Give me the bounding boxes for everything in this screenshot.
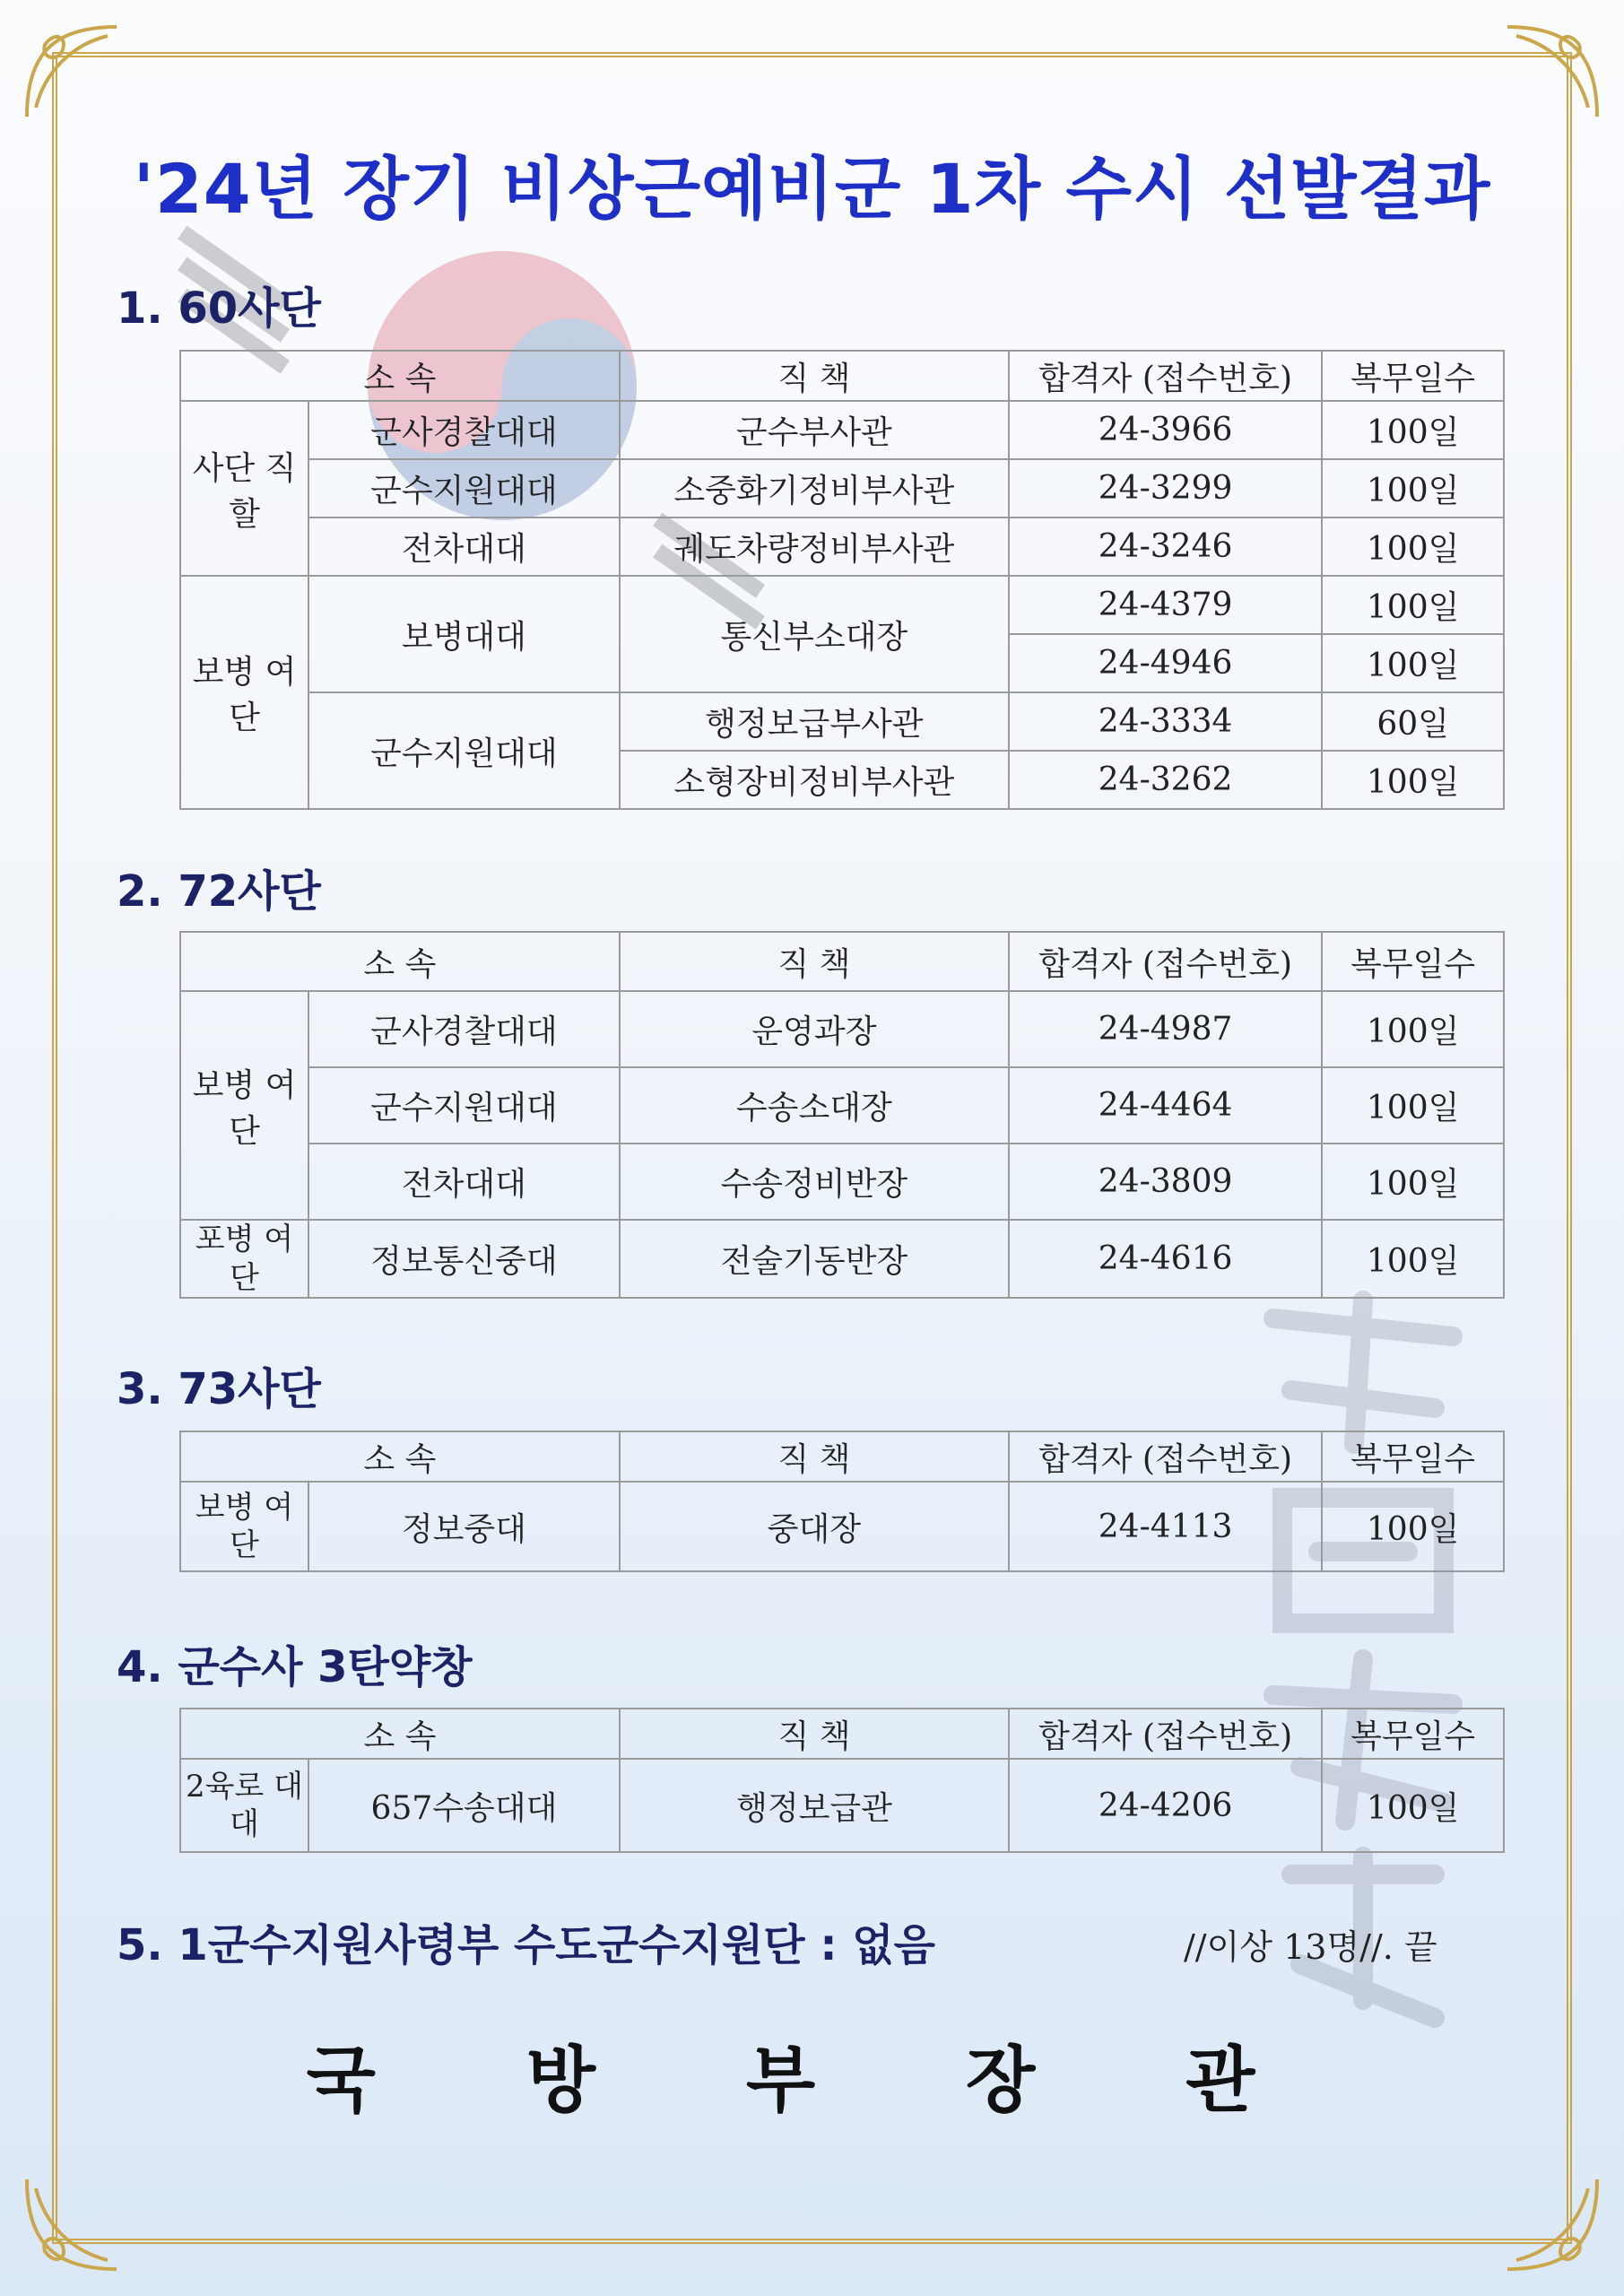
role-cell: 행정보급부사관 [620, 692, 1009, 751]
role-cell: 수송정비반장 [620, 1144, 1009, 1220]
applicant-cell: 24-3334 [1009, 692, 1322, 751]
applicant-cell: 24-4987 [1009, 991, 1322, 1067]
table-row [180, 1482, 1504, 1571]
closing-note: //이상 13명//. 끝 [1184, 1927, 1437, 1967]
table-row [180, 459, 1504, 517]
applicant-cell: 24-3299 [1009, 459, 1322, 517]
header-role: 직 책 [620, 1431, 1009, 1482]
applicant-cell: 24-3246 [1009, 517, 1322, 576]
calligraphy-watermark-icon [1220, 1283, 1507, 2090]
section-heading: 4. 군수사 3탄약창 [117, 1642, 473, 1692]
header-days: 복무일수 [1322, 932, 1504, 991]
unit-cell: 보병 여단 [180, 1482, 308, 1571]
header-unit: 소 속 [180, 1431, 620, 1482]
applicant-cell: 24-4113 [1009, 1482, 1322, 1571]
days-cell: 100일 [1322, 459, 1504, 517]
days-cell: 100일 [1322, 1482, 1504, 1571]
unit-cell: 포병 여단 [180, 1220, 308, 1298]
days-cell: 60일 [1322, 692, 1504, 751]
ornament-corner-icon [1498, 2170, 1606, 2278]
header-applicant: 합격자 (접수번호) [1009, 1709, 1322, 1759]
sub-unit-cell: 정보통신중대 [308, 1220, 620, 1298]
section-heading: 3. 73사단 [117, 1364, 321, 1414]
days-cell: 100일 [1322, 634, 1504, 692]
sub-unit-cell: 군수지원대대 [308, 1067, 620, 1144]
table-row [180, 1144, 1504, 1220]
header-role: 직 책 [620, 351, 1009, 401]
applicant-cell: 24-4946 [1009, 634, 1322, 692]
header-role: 직 책 [620, 932, 1009, 991]
sub-unit-cell: 전차대대 [308, 1144, 620, 1220]
role-cell: 전술기동반장 [620, 1220, 1009, 1298]
sub-unit-cell: 군사경찰대대 [308, 991, 620, 1067]
days-cell: 100일 [1322, 751, 1504, 809]
results-table-60div [179, 350, 1505, 810]
days-cell: 100일 [1322, 991, 1504, 1067]
table-row [180, 517, 1504, 576]
days-cell: 100일 [1322, 1220, 1504, 1298]
sub-unit-cell: 군수지원대대 [308, 692, 620, 809]
header-unit: 소 속 [180, 351, 620, 401]
table-row [180, 692, 1504, 751]
days-cell: 100일 [1322, 517, 1504, 576]
unit-cell: 사단 직할 [180, 401, 308, 576]
results-table-73div [179, 1431, 1505, 1572]
section-heading: 2. 72사단 [117, 866, 321, 917]
applicant-cell: 24-4616 [1009, 1220, 1322, 1298]
role-cell: 소형장비정비부사관 [620, 751, 1009, 809]
role-cell: 군수부사관 [620, 401, 1009, 459]
ornament-corner-icon [18, 18, 126, 126]
table-row [180, 1220, 1504, 1298]
header-unit: 소 속 [180, 1709, 620, 1759]
role-cell: 행정보급관 [620, 1759, 1009, 1852]
table-row [180, 576, 1504, 634]
header-applicant: 합격자 (접수번호) [1009, 1431, 1322, 1482]
signature: 국 방 부 장 관 [306, 2039, 1318, 2122]
page-title: '24년 장기 비상근예비군 1차 수시 선발결과 [133, 149, 1491, 229]
header-role: 직 책 [620, 1709, 1009, 1759]
applicant-cell: 24-3262 [1009, 751, 1322, 809]
header-days: 복무일수 [1322, 1709, 1504, 1759]
unit-cell: 2육로 대대 [180, 1759, 308, 1852]
sub-unit-cell: 정보중대 [308, 1482, 620, 1571]
days-cell: 100일 [1322, 576, 1504, 634]
sub-unit-cell: 군사경찰대대 [308, 401, 620, 459]
applicant-cell: 24-3966 [1009, 401, 1322, 459]
sub-unit-cell: 군수지원대대 [308, 459, 620, 517]
header-applicant: 합격자 (접수번호) [1009, 932, 1322, 991]
results-table-72div [179, 931, 1505, 1299]
sub-unit-cell: 보병대대 [308, 576, 620, 692]
table-header-row [180, 1431, 1504, 1482]
table-row [180, 1067, 1504, 1144]
table-row [180, 401, 1504, 459]
section-heading: 1. 60사단 [117, 283, 321, 334]
sub-unit-cell: 657수송대대 [308, 1759, 620, 1852]
header-days: 복무일수 [1322, 351, 1504, 401]
sub-unit-cell: 전차대대 [308, 517, 620, 576]
applicant-cell: 24-4206 [1009, 1759, 1322, 1852]
days-cell: 100일 [1322, 1759, 1504, 1852]
table-header-row [180, 351, 1504, 401]
ornament-corner-icon [1498, 18, 1606, 126]
days-cell: 100일 [1322, 1067, 1504, 1144]
role-cell: 운영과장 [620, 991, 1009, 1067]
role-cell: 수송소대장 [620, 1067, 1009, 1144]
table-header-row [180, 1709, 1504, 1759]
header-days: 복무일수 [1322, 1431, 1504, 1482]
table-row [180, 991, 1504, 1067]
table-header-row [180, 932, 1504, 991]
role-cell: 소중화기정비부사관 [620, 459, 1009, 517]
applicant-cell: 24-4464 [1009, 1067, 1322, 1144]
role-cell: 궤도차량정비부사관 [620, 517, 1009, 576]
role-cell: 중대장 [620, 1482, 1009, 1571]
unit-cell: 보병 여단 [180, 576, 308, 809]
unit-cell: 보병 여단 [180, 991, 308, 1220]
days-cell: 100일 [1322, 401, 1504, 459]
header-unit: 소 속 [180, 932, 620, 991]
ornament-corner-icon [18, 2170, 126, 2278]
header-applicant: 합격자 (접수번호) [1009, 351, 1322, 401]
applicant-cell: 24-4379 [1009, 576, 1322, 634]
results-table-ammo-depot [179, 1708, 1505, 1853]
table-row [180, 1759, 1504, 1852]
section-heading: 5. 1군수지원사령부 수도군수지원단 : 없음 [117, 1920, 935, 1970]
role-cell: 통신부소대장 [620, 576, 1009, 692]
days-cell: 100일 [1322, 1144, 1504, 1220]
applicant-cell: 24-3809 [1009, 1144, 1322, 1220]
